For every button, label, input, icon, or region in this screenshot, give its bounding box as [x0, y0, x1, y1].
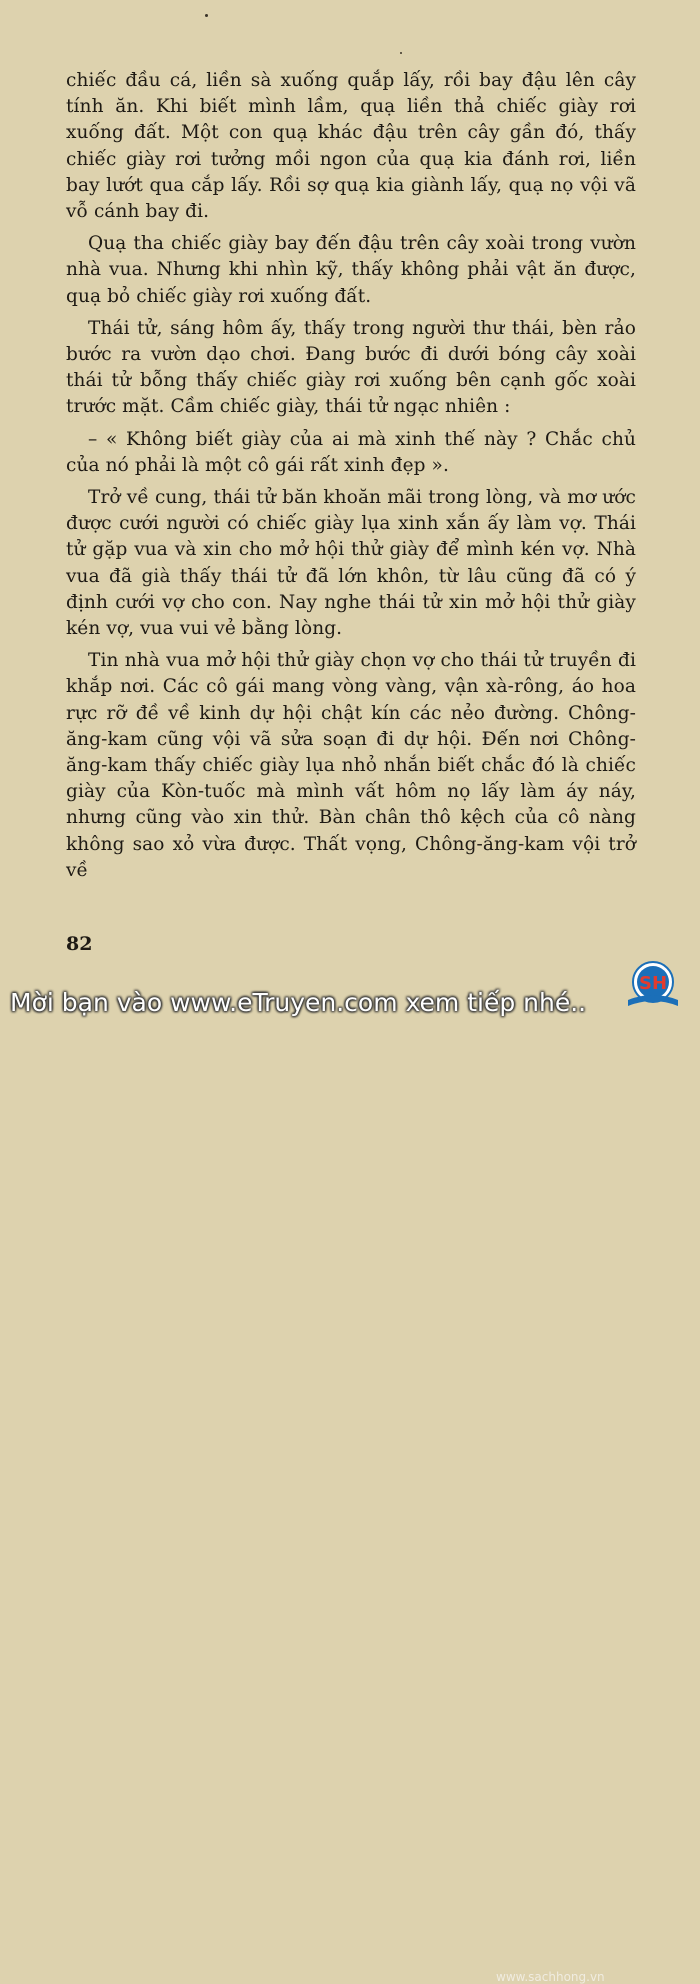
paragraph: – « Không biết giày của ai mà xinh thế này ? Chắc chủ của nó phải là một cô gái rất xinh đẹp ».	[66, 428, 636, 476]
ink-speck	[400, 52, 402, 54]
paragraph: Tin nhà vua mở hội thử giày chọn vợ cho thái tử truyền đi khắp nơi. Các cô gái mang vòng vàng, vận xà-rông, áo hoa rực rỡ đề về kinh dự hội chật kín các nẻo đường. Chông-ăng-kam cũng vội vã sửa soạn đi dự hội. Đến nơi Chông-ăng-kam thấy chiếc giày lụa nhỏ nhắn biết chắc đó là chiếc giày của Kòn-tuốc mà mình vất hôm nọ lấy làm áy náy, nhưng cũng vào xin thử. Bàn chân thô kệch của cô nàng không sao xỏ vừa được. Thất vọng, Chông-ăng-kam vội trở về	[66, 650, 636, 881]
paragraph: chiếc đầu cá, liền sà xuống quắp lấy, rồi bay đậu lên cây tính ăn. Khi biết mình lầm, quạ liền thả chiếc giày rơi xuống đất. Một con quạ khác đậu trên cây gần đó, thấy chiếc giày rơi tưởng mồi ngon của quạ kia đánh rơi, liền bay lướt qua cắp lấy. Rồi sợ quạ kia giành lấy, quạ nọ vội vã vỗ cánh bay đi.	[66, 70, 636, 223]
ink-speck	[205, 14, 208, 17]
paragraph: Quạ tha chiếc giày bay đến đậu trên cây xoài trong vườn nhà vua. Nhưng khi nhìn kỹ, thấy không phải vật ăn được, quạ bỏ chiếc giày rơi xuống đất.	[66, 233, 636, 307]
publisher-logo	[622, 960, 684, 1010]
paragraph: Thái tử, sáng hôm ấy, thấy trong người thư thái, bèn rảo bước ra vườn dạo chơi. Đang bước đi dưới bóng cây xoài thái tử bỗng thấy chiếc giày rơi xuống bên cạnh gốc xoài trước mặt. Cầm chiếc giày, thái tử ngạc nhiên :	[66, 317, 636, 418]
watermark-text: www.sachhong.vn	[496, 1970, 605, 1984]
body-text	[66, 68, 636, 884]
paragraph: Trở về cung, thái tử băn khoăn mãi trong lòng, và mơ ước được cưới người có chiếc giày lụa xinh xắn ấy làm vợ. Thái tử gặp vua và xin cho mở hội thử giày để mình kén vợ. Nhà vua đã già thấy thái tử đã lớn khôn, từ lâu cũng đã có ý định cưới vợ cho con. Nay nghe thái tử xin mở hội thử giày kén vợ, vua vui vẻ bằng lòng.	[66, 487, 636, 640]
footer-banner	[0, 980, 700, 1984]
page-number: 82	[66, 933, 93, 955]
svg-text:SH: SH	[638, 973, 668, 994]
footer-promo-text[interactable]: Mời bạn vào www.eTruyen.com xem tiếp nhé..	[10, 988, 587, 1017]
